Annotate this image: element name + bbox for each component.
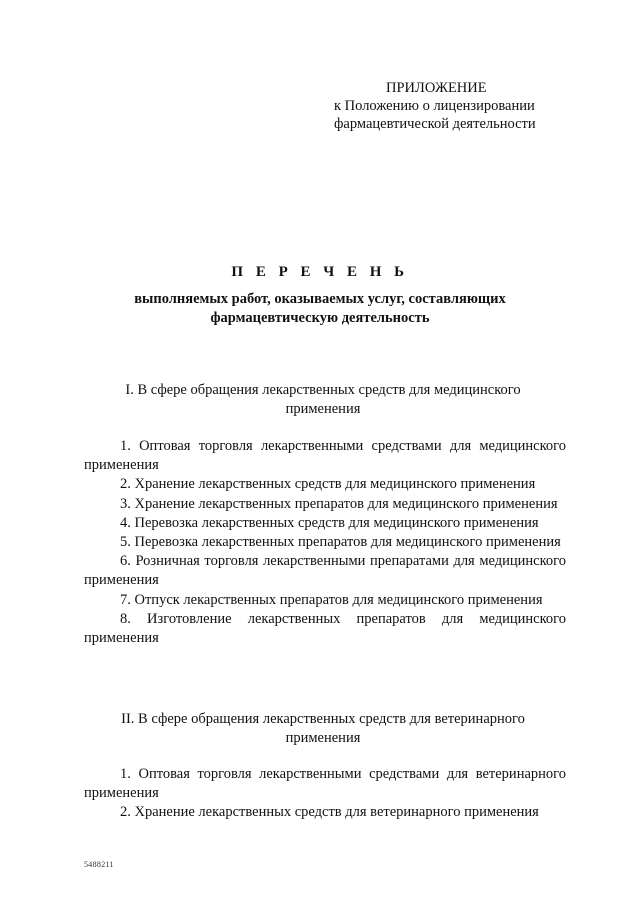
document-heading: П Е Р Е Ч Е Н Ь (231, 264, 409, 280)
subheading-line-1: выполняемых работ, оказываемых услуг, составляющих (134, 291, 506, 307)
section-2-title-line-2: применения (285, 730, 361, 746)
list-item: 3. Хранение лекарственных препаратов для медицинского применения (120, 495, 558, 512)
section-title-1 (80, 381, 566, 419)
list-item: 7. Отпуск лекарственных препаратов для медицинского применения (120, 591, 543, 608)
appendix-line-2: фармацевтической деятельности (334, 116, 536, 132)
appendix-title: ПРИЛОЖЕНИЕ (386, 80, 487, 96)
section-2-list (84, 765, 566, 823)
section-1-title-line-2: применения (285, 401, 361, 417)
list-item: 6. Розничная торговля лекарственными препаратами для медицинского применения (84, 553, 566, 589)
section-2-title-line-1: II. В сфере обращения лекарственных средств для ветеринарного (121, 711, 525, 727)
list-item: 2. Хранение лекарственных средств для медицинского применения (120, 476, 536, 493)
list-item: 8. Изготовление лекарственных препаратов для медицинского применения (84, 610, 566, 647)
appendix-block (334, 79, 614, 133)
section-1-title-line-1: I. В сфере обращения лекарственных средств для медицинского (125, 382, 521, 398)
list-item: 5. Перевозка лекарственных препаратов для медицинского применения (120, 534, 561, 551)
list-item: 1. Оптовая торговля лекарственными средствами для медицинского применения (84, 438, 566, 474)
section-1-list (84, 437, 566, 648)
list-item: 2. Хранение лекарственных средств для ветеринарного применения (120, 804, 539, 821)
list-item: 1. Оптовая торговля лекарственными средствами для ветеринарного применения (84, 766, 566, 802)
subheading-line-2: фармацевтическую деятельность (210, 310, 430, 326)
section-title-2 (80, 710, 566, 748)
list-item: 4. Перевозка лекарственных средств для медицинского применения (120, 514, 539, 531)
document-code: 5488211 (84, 860, 114, 869)
document-subheading (0, 290, 640, 328)
appendix-line-1: к Положению о лицензировании (334, 98, 535, 114)
